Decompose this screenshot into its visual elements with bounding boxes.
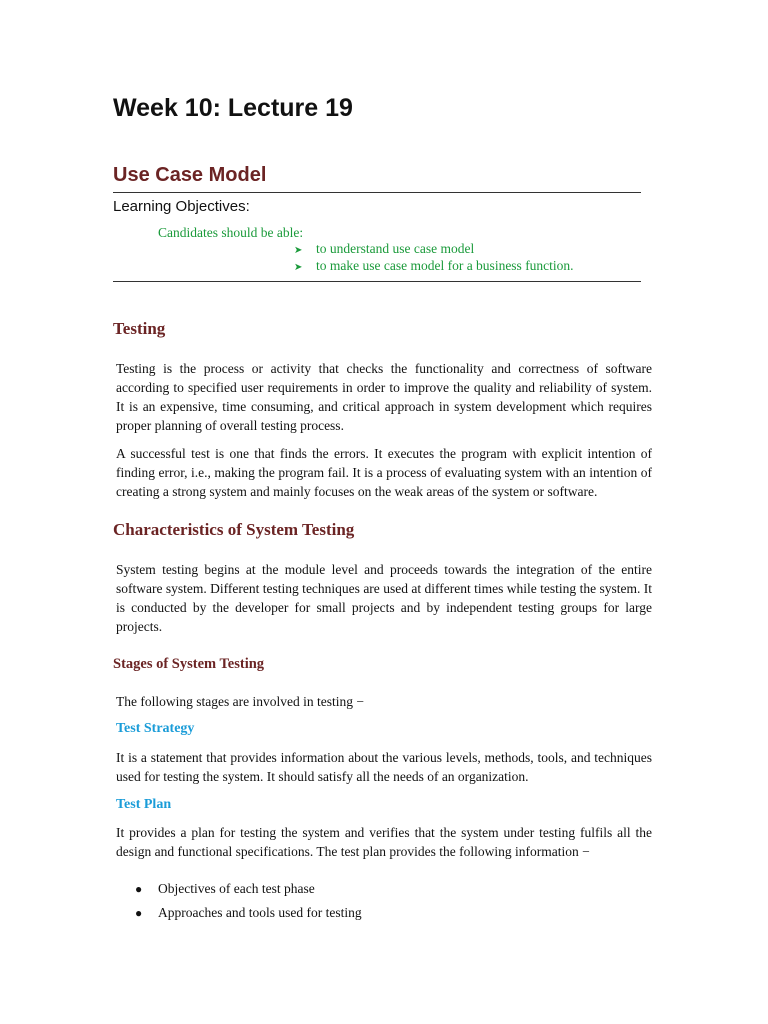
objective-item bbox=[294, 257, 574, 274]
characteristics-heading: Characteristics of System Testing bbox=[113, 520, 355, 539]
testing-heading: Testing bbox=[113, 319, 166, 338]
divider-top bbox=[113, 192, 641, 193]
objectives-list bbox=[294, 240, 574, 274]
bullet-text: Objectives of each test phase bbox=[158, 881, 315, 896]
bullet-dot-icon: ● bbox=[135, 906, 143, 920]
test-plan-bullets bbox=[135, 879, 362, 927]
objective-text: to understand use case model bbox=[316, 241, 475, 256]
module-title: Use Case Model bbox=[113, 164, 267, 186]
list-item bbox=[135, 903, 362, 927]
objectives-intro: Candidates should be able: bbox=[158, 225, 304, 240]
characteristics-paragraph: System testing begins at the module level and proceeds towards the integration of the entire software system. Different testing techniques are used at different times while testing the system. It is conducted by the developer for small projects and by independent testing groups for large projects. bbox=[116, 562, 652, 634]
divider-bottom bbox=[113, 281, 641, 282]
test-plan-text: It provides a plan for testing the system and verifies that the system under testing fulfils all the design and functional specifications. The test plan provides the following information − bbox=[116, 825, 652, 859]
test-strategy-heading: Test Strategy bbox=[116, 721, 195, 736]
learning-objectives-label: Learning Objectives: bbox=[113, 198, 250, 215]
objective-item bbox=[294, 240, 574, 257]
arrow-bullet-icon: ➤ bbox=[294, 262, 303, 273]
test-plan-heading: Test Plan bbox=[116, 797, 172, 812]
objective-text: to make use case model for a business function. bbox=[316, 258, 574, 273]
bullet-dot-icon: ● bbox=[135, 882, 143, 896]
stages-intro: The following stages are involved in testing − bbox=[116, 694, 364, 709]
testing-paragraph-2: A successful test is one that finds the errors. It executes the program with explicit intention of finding error, i.e., making the program fail. It is a process of evaluating system with an intention of creating a strong system and mainly focuses on the weak areas of the system or software. bbox=[116, 446, 652, 499]
testing-paragraph-1: Testing is the process or activity that checks the functionality and correctness of software according to specified user requirements in order to improve the quality and reliability of system. It is an expensive, time consuming, and critical approach in system development which requires proper planning of overall testing process. bbox=[116, 361, 652, 433]
week-title: Week 10: Lecture 19 bbox=[113, 94, 353, 122]
arrow-bullet-icon: ➤ bbox=[294, 245, 303, 256]
test-strategy-text: It is a statement that provides information about the various levels, methods, tools, and techniques used for testing the system. It should satisfy all the needs of an organization. bbox=[116, 750, 652, 784]
list-item bbox=[135, 879, 362, 903]
stages-heading: Stages of System Testing bbox=[113, 656, 265, 672]
bullet-text: Approaches and tools used for testing bbox=[158, 905, 362, 920]
